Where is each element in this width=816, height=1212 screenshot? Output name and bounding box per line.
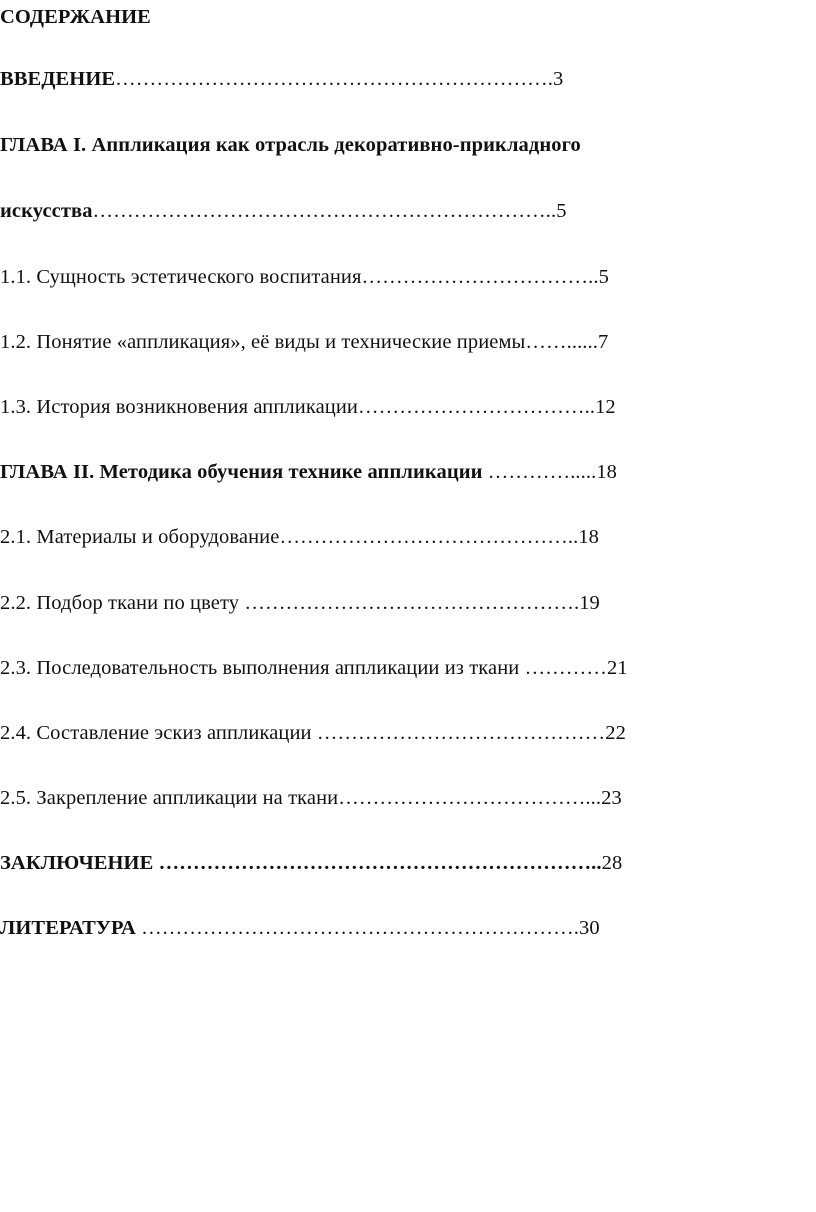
- toc-entry-introduction: [0, 66, 563, 92]
- toc-entry-label: ЗАКЛЮЧЕНИЕ: [0, 852, 154, 874]
- toc-entry-page: 5: [556, 200, 567, 222]
- toc-entry-leader: ……………………………………: [311, 722, 606, 744]
- toc-entry-page: 18: [596, 461, 618, 483]
- toc-entry-label: 1.3. История возникновения аппликации: [0, 396, 358, 418]
- toc-entry-leader: ………….....: [482, 461, 597, 483]
- toc-entry-2-3: [0, 655, 628, 681]
- toc-entry-page: 18: [578, 526, 600, 548]
- toc-entry-label: искусства: [0, 200, 93, 222]
- toc-entry-leader: ……………………………..: [361, 266, 599, 288]
- toc-entry-page: 21: [606, 657, 628, 679]
- toc-entry-1-1: [0, 264, 609, 290]
- toc-entry-literature: [0, 915, 600, 941]
- toc-entry-page: 3: [553, 68, 564, 90]
- toc-entry-chapter-1-title: [0, 132, 581, 158]
- toc-entry-page: 30: [578, 917, 600, 939]
- toc-entry-leader: ………………………………………………………..: [153, 852, 602, 874]
- toc-entry-label: ГЛАВА II. Методика обучения технике аппликации: [0, 461, 483, 483]
- toc-entry-1-2: [0, 329, 608, 355]
- toc-entry-page: 19: [579, 592, 600, 614]
- toc-entry-page: 7: [597, 331, 609, 353]
- toc-entry-2-1: [0, 524, 599, 550]
- toc-entry-leader: ……………………………………..: [279, 526, 579, 548]
- toc-entry-label: 2.4. Составление эскиз аппликации: [0, 722, 312, 744]
- toc-entry-leader: ……………………………..: [358, 396, 596, 418]
- toc-entry-leader: ……......: [525, 331, 598, 353]
- toc-entry-leader: …………………………………………………………..: [92, 200, 557, 222]
- toc-entry-leader: ……………………………………………………….: [135, 917, 579, 939]
- toc-entry-leader: ………………………………………….: [239, 592, 580, 614]
- toc-entry-page: 12: [595, 396, 616, 418]
- toc-entry-page: 22: [605, 722, 626, 744]
- toc-entry-label: ЛИТЕРАТУРА: [0, 917, 136, 939]
- toc-entry-chapter-2: [0, 459, 617, 485]
- toc-entry-page: 23: [601, 787, 622, 809]
- toc-entry-label: ГЛАВА I. Аппликация как отрасль декоративно-прикладного: [0, 134, 581, 156]
- toc-entry-conclusion: [0, 850, 622, 876]
- toc-entry-2-2: [0, 590, 600, 616]
- toc-entry-label: 1.1. Сущность эстетического воспитания: [0, 266, 362, 288]
- toc-entry-leader: …………: [519, 657, 607, 679]
- toc-entry-label: 1.2. Понятие «аппликация», её виды и технические приемы: [0, 331, 526, 353]
- toc-entry-label: ВВЕДЕНИЕ: [0, 68, 116, 90]
- toc-entry-chapter-1: [0, 198, 567, 224]
- toc-entry-label: 2.3. Последовательность выполнения аппликации из ткани: [0, 657, 520, 679]
- toc-entry-leader: ……………………………………………………….: [115, 68, 553, 90]
- toc-entry-2-5: [0, 785, 622, 811]
- toc-entry-leader: ………………………………...: [338, 787, 602, 809]
- toc-entry-page: 5: [598, 266, 609, 288]
- toc-entry-label: 2.1. Материалы и оборудование: [0, 526, 280, 548]
- toc-entry-page: 28: [601, 852, 623, 874]
- toc-entry-2-4: [0, 720, 626, 746]
- toc-title: СОДЕРЖАНИЕ: [0, 6, 151, 28]
- toc-entry-label: 2.2. Подбор ткани по цвету: [0, 592, 240, 614]
- toc-entry-label: 2.5. Закрепление аппликации на ткани: [0, 787, 339, 809]
- toc-entry-1-3: [0, 394, 616, 420]
